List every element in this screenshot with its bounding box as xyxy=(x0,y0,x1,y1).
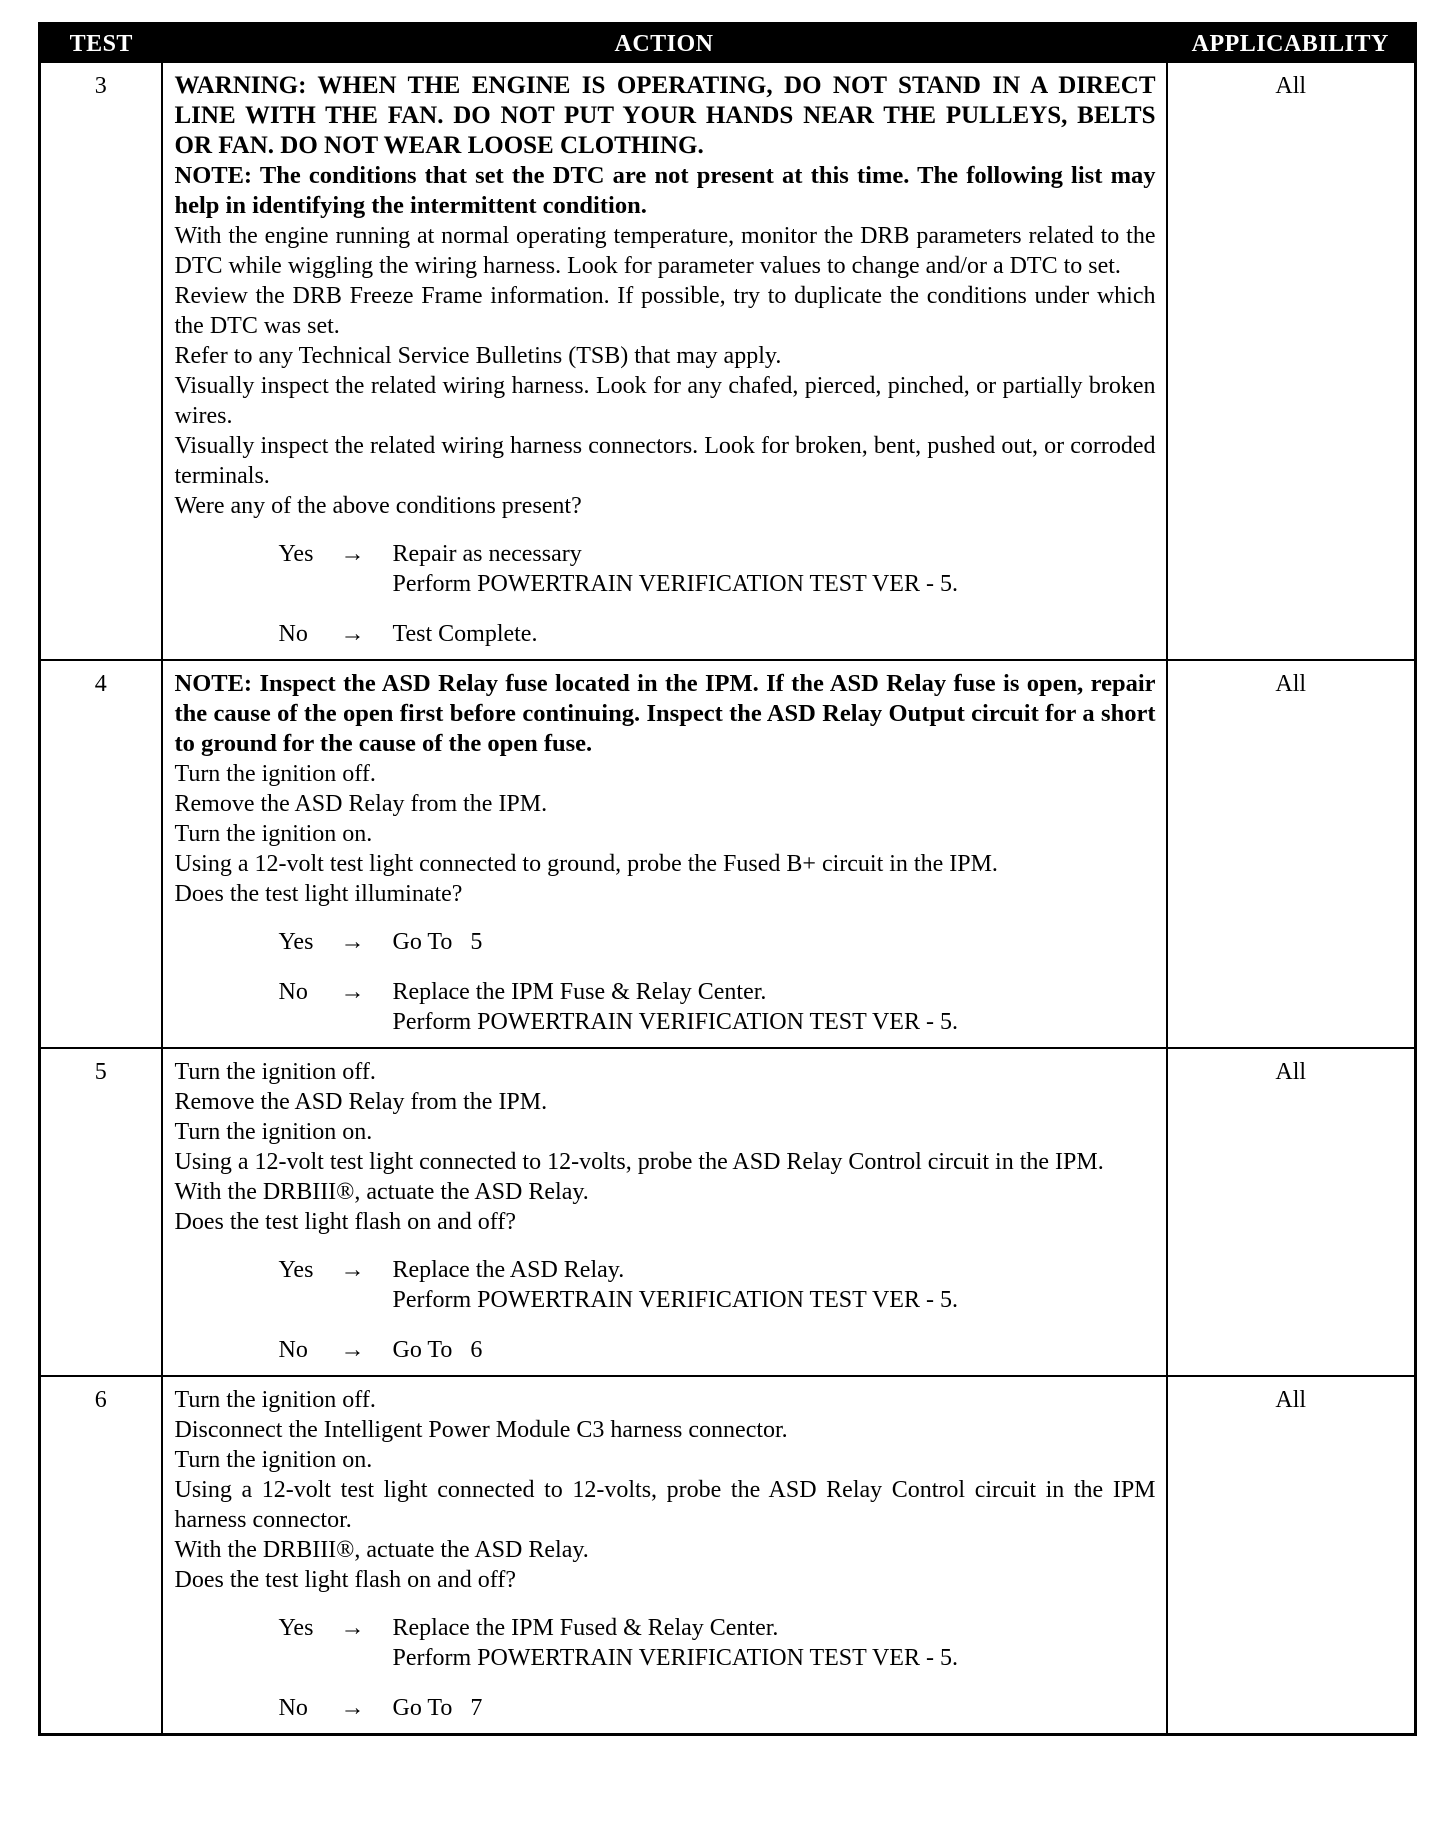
procedure-step: Using a 12-volt test light connected to 12-volts, probe the ASD Relay Control circuit in the IPM harness connector. xyxy=(174,1477,1156,1533)
procedure-step: Turn the ignition on. xyxy=(174,1119,373,1145)
outcome-result-line: Go To 6 xyxy=(392,1337,483,1363)
outcome-answer: Yes xyxy=(278,1257,314,1283)
outcome-result-line: Go To 7 xyxy=(392,1695,483,1721)
outcome-result xyxy=(393,619,1156,649)
applicability-value: All xyxy=(1167,660,1416,1048)
test-number: 3 xyxy=(40,62,162,660)
note-text: NOTE: Inspect the ASD Relay fuse located in the IPM. If the ASD Relay fuse is open, repair the cause of the open first before continuing. Inspect the ASD Relay Output circuit for a short to ground for the cause of the open fuse. xyxy=(174,670,1156,757)
right-arrow-icon: → xyxy=(340,979,365,1005)
procedure-step: Turn the ignition on. xyxy=(174,1447,373,1473)
procedure-step: With the DRBIII®, actuate the ASD Relay. xyxy=(174,1537,589,1563)
test-number: 5 xyxy=(40,1048,162,1376)
outcome-result xyxy=(393,977,1156,1037)
procedure-step: With the DRBIII®, actuate the ASD Relay. xyxy=(174,1179,589,1205)
procedure-step: Using a 12-volt test light connected to ground, probe the Fused B+ circuit in the IPM. xyxy=(174,851,998,877)
table-row xyxy=(40,660,1416,1048)
outcome-result-line: Perform POWERTRAIN VERIFICATION TEST VER - 5. xyxy=(392,1645,958,1671)
outcome-no xyxy=(279,977,1156,1037)
outcome-result-line: Replace the IPM Fuse & Relay Center. xyxy=(392,979,767,1005)
outcome-list xyxy=(175,539,1156,649)
right-arrow-icon: → xyxy=(340,1615,365,1641)
outcome-no xyxy=(279,619,1156,649)
outcome-yes xyxy=(279,1613,1156,1673)
outcome-result-line: Perform POWERTRAIN VERIFICATION TEST VER - 5. xyxy=(392,1009,958,1035)
procedure-step: Were any of the above conditions present? xyxy=(174,493,582,519)
outcome-result xyxy=(393,1693,1156,1723)
action-cell xyxy=(162,1376,1167,1735)
outcome-yes xyxy=(279,539,1156,599)
note-text: NOTE: The conditions that set the DTC are not present at this time. The following list may help in identifying the intermittent condition. xyxy=(174,162,1156,219)
outcome-answer: Yes xyxy=(278,541,314,567)
procedure-step: Turn the ignition off. xyxy=(174,761,376,787)
table-row xyxy=(40,1376,1416,1735)
outcome-answer: Yes xyxy=(278,1615,314,1641)
table-row xyxy=(40,62,1416,660)
right-arrow-icon: → xyxy=(340,541,365,567)
outcome-list xyxy=(175,927,1156,1037)
procedure-step: With the engine running at normal operating temperature, monitor the DRB parameters related to the DTC while wiggling the wiring harness. Look for parameter values to change and/or a DTC to set. xyxy=(174,223,1156,279)
outcome-result xyxy=(393,1613,1156,1673)
right-arrow-icon: → xyxy=(340,1337,365,1363)
outcome-yes xyxy=(279,927,1156,957)
applicability-value: All xyxy=(1167,62,1416,660)
procedure-step: Visually inspect the related wiring harness. Look for any chafed, pierced, pinched, or partially broken wires. xyxy=(174,373,1156,429)
outcome-result-line: Repair as necessary xyxy=(392,541,582,567)
procedure-step: Visually inspect the related wiring harness connectors. Look for broken, bent, pushed out, or corroded terminals. xyxy=(174,433,1156,489)
outcome-result-line: Go To 5 xyxy=(392,929,483,955)
outcome-result xyxy=(393,1255,1156,1315)
outcome-yes xyxy=(279,1255,1156,1315)
table-header-row xyxy=(40,24,1416,63)
right-arrow-icon: → xyxy=(340,1257,365,1283)
procedure-step: Remove the ASD Relay from the IPM. xyxy=(174,1089,548,1115)
outcome-no xyxy=(279,1693,1156,1723)
applicability-value: All xyxy=(1167,1376,1416,1735)
diagnostic-test-table xyxy=(38,22,1417,1736)
test-number: 6 xyxy=(40,1376,162,1735)
test-number: 4 xyxy=(40,660,162,1048)
outcome-answer: No xyxy=(278,1337,308,1363)
procedure-step: Disconnect the Intelligent Power Module C3 harness connector. xyxy=(174,1417,788,1443)
action-cell xyxy=(162,1048,1167,1376)
procedure-step: Refer to any Technical Service Bulletins (TSB) that may apply. xyxy=(174,343,782,369)
warning-text: WARNING: WHEN THE ENGINE IS OPERATING, DO NOT STAND IN A DIRECT LINE WITH THE FAN. DO NOT PUT YOUR HANDS NEAR THE PULLEYS, BELTS OR FAN. DO NOT WEAR LOOSE CLOTHING. xyxy=(174,72,1156,159)
action-cell xyxy=(162,62,1167,660)
outcome-no xyxy=(279,1335,1156,1365)
table-row xyxy=(40,1048,1416,1376)
outcome-result-line: Replace the IPM Fused & Relay Center. xyxy=(392,1615,779,1641)
outcome-result xyxy=(393,539,1156,599)
applicability-value: All xyxy=(1167,1048,1416,1376)
outcome-answer: No xyxy=(278,1695,308,1721)
procedure-step: Using a 12-volt test light connected to 12-volts, probe the ASD Relay Control circuit in the IPM. xyxy=(174,1149,1104,1175)
diagnostic-procedure-page xyxy=(38,22,1414,1736)
outcome-result xyxy=(393,927,1156,957)
outcome-list xyxy=(175,1613,1156,1723)
header-applicability: APPLICABILITY xyxy=(1167,24,1416,63)
right-arrow-icon: → xyxy=(340,929,365,955)
outcome-result-line: Perform POWERTRAIN VERIFICATION TEST VER - 5. xyxy=(392,571,958,597)
outcome-answer: No xyxy=(278,621,308,647)
procedure-step: Turn the ignition off. xyxy=(174,1059,376,1085)
outcome-result xyxy=(393,1335,1156,1365)
procedure-step: Remove the ASD Relay from the IPM. xyxy=(174,791,548,817)
table-body xyxy=(40,62,1416,1735)
header-test: TEST xyxy=(40,24,162,63)
procedure-step: Turn the ignition off. xyxy=(174,1387,376,1413)
procedure-step: Turn the ignition on. xyxy=(174,821,373,847)
outcome-result-line: Replace the ASD Relay. xyxy=(392,1257,625,1283)
right-arrow-icon: → xyxy=(340,621,365,647)
outcome-result-line: Perform POWERTRAIN VERIFICATION TEST VER - 5. xyxy=(392,1287,958,1313)
procedure-step: Does the test light flash on and off? xyxy=(174,1209,516,1235)
procedure-step: Review the DRB Freeze Frame information. If possible, try to duplicate the conditions under which the DTC was set. xyxy=(174,283,1156,339)
procedure-step: Does the test light flash on and off? xyxy=(174,1567,516,1593)
procedure-step: Does the test light illuminate? xyxy=(174,881,463,907)
action-cell xyxy=(162,660,1167,1048)
right-arrow-icon: → xyxy=(340,1695,365,1721)
outcome-answer: No xyxy=(278,979,308,1005)
outcome-list xyxy=(175,1255,1156,1365)
header-action: ACTION xyxy=(162,24,1167,63)
outcome-result-line: Test Complete. xyxy=(392,621,538,647)
outcome-answer: Yes xyxy=(278,929,314,955)
